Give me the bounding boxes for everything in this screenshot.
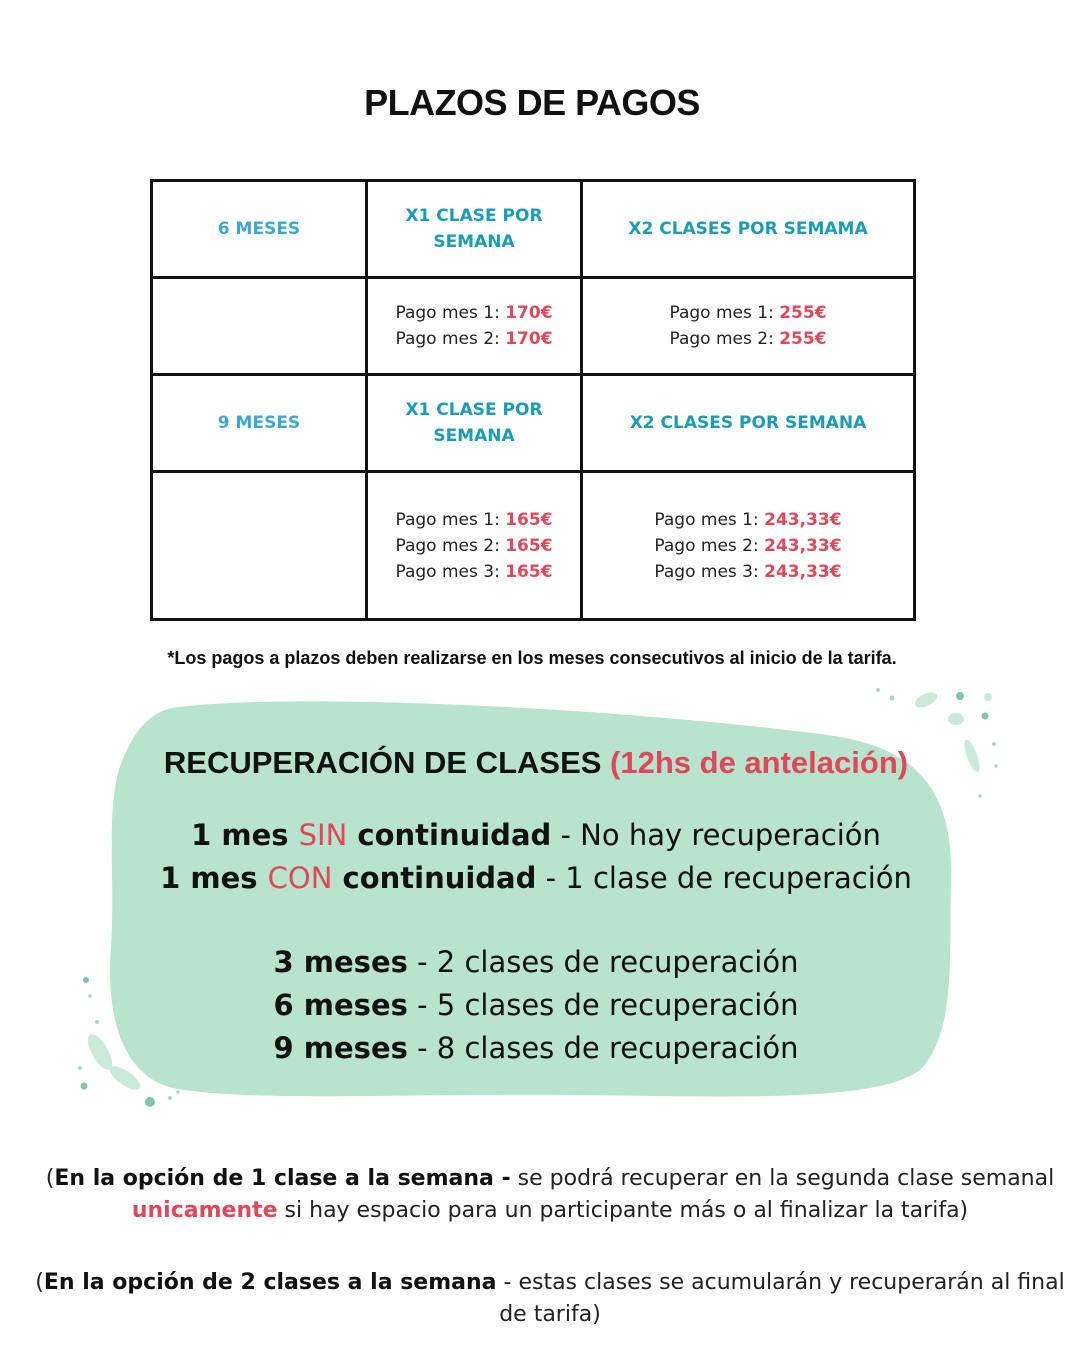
rule-text: - 8 clases de recuperación — [407, 1031, 799, 1065]
rule-text: - 1 clase de recuperación — [536, 861, 912, 895]
rule-flag: SIN — [298, 818, 348, 852]
payment-amount: 243,33€ — [764, 561, 842, 582]
paren: ( — [35, 1270, 44, 1295]
payment-line — [583, 507, 913, 533]
footnote-text: se podrá recuperar en la segunda clase semanal — [510, 1166, 1055, 1191]
table-row — [152, 278, 915, 375]
header-cell — [582, 181, 915, 278]
payment-cell — [367, 472, 582, 620]
payment-label: Pago mes 2: — [395, 329, 506, 349]
header-cell — [367, 375, 582, 472]
recovery-rule — [110, 941, 962, 984]
empty-cell — [152, 278, 367, 375]
payment-line — [368, 326, 580, 352]
rule-term: 6 meses — [273, 988, 408, 1022]
footnote-emphasis: unicamente — [131, 1198, 278, 1223]
payment-label: Pago mes 3: — [395, 561, 506, 582]
recovery-title-main: RECUPERACIÓN DE CLASES — [163, 745, 602, 780]
payment-amount: 243,33€ — [764, 535, 842, 556]
recovery-rule — [110, 814, 962, 857]
term-cell — [152, 181, 367, 278]
payment-line — [583, 300, 913, 326]
table-row — [152, 181, 915, 278]
payment-label: Pago mes 1: — [395, 303, 506, 323]
table-row — [152, 375, 915, 472]
column-header: X1 CLASE POR SEMANA — [405, 206, 543, 252]
payment-amount: 243,33€ — [764, 509, 842, 530]
footnote-option: En la opción de 2 clases a la semana — [43, 1270, 497, 1295]
footnote-text: si hay espacio para un participante más o al finalizar la tarifa) — [277, 1198, 969, 1223]
recovery-rule — [110, 1027, 962, 1070]
payment-label: Pago mes 1: — [669, 303, 780, 323]
rule-term: continuidad — [347, 818, 552, 852]
payment-line — [368, 559, 580, 585]
term-label: 6 MESES — [217, 219, 301, 239]
term-label: 9 MESES — [217, 413, 301, 433]
rule-term: 9 meses — [273, 1031, 408, 1065]
payment-amount: 165€ — [505, 509, 553, 530]
payment-line — [583, 533, 913, 559]
page-title: PLAZOS DE PAGOS — [364, 82, 700, 123]
payment-label: Pago mes 1: — [395, 509, 506, 530]
empty-cell — [152, 472, 367, 620]
recovery-title-accent: (12hs de antelación) — [610, 745, 909, 780]
payment-line — [368, 533, 580, 559]
payment-line — [583, 326, 913, 352]
payment-amount: 165€ — [505, 561, 553, 582]
column-header: X1 CLASE POR SEMANA — [405, 400, 543, 446]
recovery-rules-month — [110, 814, 962, 900]
rule-text: - 2 clases de recuperación — [407, 945, 799, 979]
payment-amount: 170€ — [505, 329, 553, 349]
payment-line — [368, 300, 580, 326]
payment-label: Pago mes 2: — [669, 329, 780, 349]
rule-text: - No hay recuperación — [551, 818, 881, 852]
footnote-one-class — [30, 1163, 1070, 1227]
paren: ( — [45, 1166, 55, 1191]
payment-table — [150, 179, 916, 621]
installment-note: *Los pagos a plazos deben realizarse en los meses consecutivos al inicio de la tarifa. — [167, 648, 897, 668]
payment-label: Pago mes 1: — [654, 509, 765, 530]
payment-amount: 170€ — [505, 303, 553, 323]
column-header: X2 CLASES POR SEMANA — [629, 413, 867, 433]
recovery-title — [110, 745, 962, 781]
recovery-rules-plans — [110, 941, 962, 1070]
footnote-text: - estas clases se acumularán y recuperarán al final de tarifa) — [496, 1270, 1065, 1327]
payment-cell — [367, 278, 582, 375]
payment-label: Pago mes 3: — [654, 561, 765, 582]
payment-amount: 255€ — [779, 303, 827, 323]
term-cell — [152, 375, 367, 472]
recovery-rule — [110, 984, 962, 1027]
header-cell — [367, 181, 582, 278]
rule-term: 1 mes — [160, 861, 268, 895]
rule-term: 3 meses — [273, 945, 408, 979]
payment-line — [583, 559, 913, 585]
footnote-option: En la opción de 1 clase a la semana - — [54, 1166, 511, 1191]
table-row — [152, 472, 915, 620]
rule-term: continuidad — [332, 861, 537, 895]
payment-cell — [582, 278, 915, 375]
rule-text: - 5 clases de recuperación — [407, 988, 799, 1022]
payment-label: Pago mes 2: — [654, 535, 765, 556]
rule-flag: CON — [267, 861, 333, 895]
payment-amount: 255€ — [779, 329, 827, 349]
rule-term: 1 mes — [191, 818, 299, 852]
payment-amount: 165€ — [505, 535, 553, 556]
payment-line — [368, 507, 580, 533]
payment-label: Pago mes 2: — [395, 535, 506, 556]
recovery-rule — [110, 857, 962, 900]
footnote-two-classes — [30, 1267, 1070, 1331]
payment-cell — [582, 472, 915, 620]
column-header: X2 CLASES POR SEMAMA — [628, 219, 868, 239]
header-cell — [582, 375, 915, 472]
